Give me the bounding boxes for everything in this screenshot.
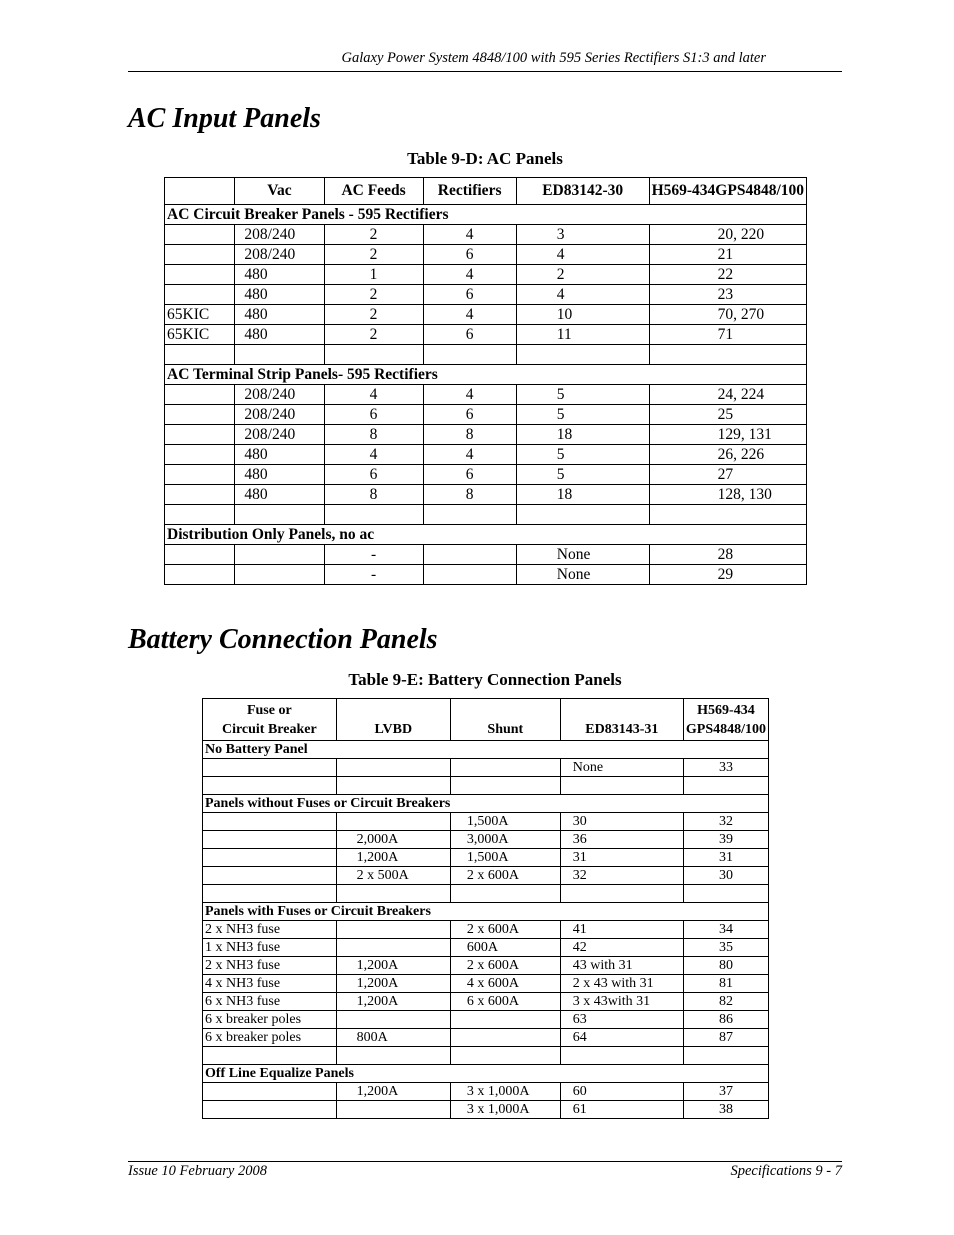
ac-cell: 23 — [649, 285, 806, 305]
battery-cell — [336, 921, 450, 939]
ac-group-heading-row — [165, 525, 807, 545]
ac-cell: 8 — [324, 485, 423, 505]
battery-cell: 6 x NH3 fuse — [203, 993, 337, 1011]
battery-group-heading: Panels without Fuses or Circuit Breakers — [203, 795, 769, 813]
battery-cell: 38 — [683, 1101, 768, 1119]
ac-cell: 4 — [423, 445, 516, 465]
battery-col-header-line1: Fuse or — [246, 703, 292, 718]
battery-cell — [560, 1047, 683, 1065]
table-row — [203, 957, 769, 975]
ac-cell — [516, 505, 649, 525]
footer-issue: Issue 10 February 2008 — [128, 1163, 267, 1179]
battery-cell — [450, 1029, 560, 1047]
table-row — [165, 465, 807, 485]
ac-cell: 22 — [649, 265, 806, 285]
ac-cell: 5 — [516, 405, 649, 425]
battery-cell — [336, 813, 450, 831]
battery-cell: 82 — [683, 993, 768, 1011]
ac-cell: 6 — [423, 285, 516, 305]
ac-cell: 8 — [423, 425, 516, 445]
battery-cell: 1,200A — [336, 993, 450, 1011]
battery-cell — [203, 849, 337, 867]
ac-cell — [235, 345, 324, 365]
battery-group-heading: Off Line Equalize Panels — [203, 1065, 769, 1083]
table-row — [165, 325, 807, 345]
ac-cell — [235, 505, 324, 525]
ac-cell: 2 — [516, 265, 649, 285]
battery-col-header-line2: ED83143-31 — [585, 722, 659, 737]
battery-cell — [450, 1011, 560, 1029]
battery-cell — [336, 777, 450, 795]
battery-cell — [450, 1047, 560, 1065]
ac-cell — [423, 545, 516, 565]
battery-col-header — [683, 699, 768, 741]
ac-cell — [324, 505, 423, 525]
ac-cell: 208/240 — [235, 425, 324, 445]
ac-cell: 4 — [516, 245, 649, 265]
ac-cell: 20, 220 — [649, 225, 806, 245]
ac-cell: 208/240 — [235, 225, 324, 245]
ac-group-heading-row — [165, 365, 807, 385]
battery-cell: None — [560, 759, 683, 777]
table-row — [165, 265, 807, 285]
battery-cell: 30 — [560, 813, 683, 831]
battery-cell — [203, 813, 337, 831]
battery-cell: 600A — [450, 939, 560, 957]
battery-cell: 32 — [683, 813, 768, 831]
table-row — [165, 545, 807, 565]
ac-cell: 480 — [235, 285, 324, 305]
battery-cell — [336, 885, 450, 903]
battery-group-heading-row — [203, 741, 769, 759]
table-row — [165, 385, 807, 405]
table-row — [165, 245, 807, 265]
ac-cell: 480 — [235, 305, 324, 325]
battery-cell: 6 x breaker poles — [203, 1011, 337, 1029]
ac-cell: 21 — [649, 245, 806, 265]
battery-cell — [203, 885, 337, 903]
ac-cell: 4 — [423, 305, 516, 325]
ac-cell: 11 — [516, 325, 649, 345]
ac-cell: 70, 270 — [649, 305, 806, 325]
battery-cell: 1,200A — [336, 975, 450, 993]
ac-table-caption: Table 9-D: AC Panels — [407, 149, 563, 168]
ac-cell: 480 — [235, 485, 324, 505]
ac-cell — [165, 345, 235, 365]
running-footer — [128, 1161, 842, 1180]
table-row — [165, 445, 807, 465]
ac-cell: 2 — [324, 245, 423, 265]
battery-group-heading: No Battery Panel — [203, 741, 769, 759]
ac-cell: 2 — [324, 325, 423, 345]
ac-group-heading: AC Circuit Breaker Panels - 595 Rectifiers — [165, 205, 807, 225]
table-row — [203, 1101, 769, 1119]
battery-table-caption: Table 9-E: Battery Connection Panels — [348, 670, 622, 689]
battery-cell: 1,200A — [336, 957, 450, 975]
ac-cell — [165, 285, 235, 305]
table-row — [203, 1011, 769, 1029]
battery-cell: 2 x 600A — [450, 867, 560, 885]
battery-cell — [336, 939, 450, 957]
battery-cell: 2,000A — [336, 831, 450, 849]
ac-cell: 480 — [235, 265, 324, 285]
ac-cell: 6 — [423, 325, 516, 345]
battery-cell: 36 — [560, 831, 683, 849]
battery-col-header — [336, 699, 450, 741]
ac-cell: 208/240 — [235, 385, 324, 405]
battery-col-header — [203, 699, 337, 741]
ac-cell: 2 — [324, 225, 423, 245]
battery-cell — [336, 759, 450, 777]
battery-cell: 1,500A — [450, 849, 560, 867]
battery-cell — [450, 885, 560, 903]
ac-cell: - — [324, 545, 423, 565]
battery-cell: 31 — [560, 849, 683, 867]
battery-col-header-line2: GPS4848/100 — [685, 722, 766, 737]
battery-section-title: Battery Connection Panels — [128, 624, 438, 655]
ac-cell — [649, 345, 806, 365]
table-row — [203, 975, 769, 993]
ac-cell: 10 — [516, 305, 649, 325]
battery-cell — [203, 1101, 337, 1119]
battery-cell: 6 x breaker poles — [203, 1029, 337, 1047]
ac-cell: 29 — [649, 565, 806, 585]
running-header — [128, 50, 842, 72]
battery-cell: 33 — [683, 759, 768, 777]
battery-cell: 30 — [683, 867, 768, 885]
ac-cell: 71 — [649, 325, 806, 345]
battery-cell: 81 — [683, 975, 768, 993]
battery-cell: 80 — [683, 957, 768, 975]
ac-cell — [423, 565, 516, 585]
ac-cell: 18 — [516, 485, 649, 505]
battery-cell — [560, 777, 683, 795]
ac-cell: 65KIC — [165, 305, 235, 325]
battery-cell: 86 — [683, 1011, 768, 1029]
table-row — [203, 831, 769, 849]
table-row — [203, 1047, 769, 1065]
ac-cell — [165, 405, 235, 425]
battery-cell: 31 — [683, 849, 768, 867]
battery-table-header-row — [203, 699, 769, 741]
battery-cell — [203, 867, 337, 885]
battery-cell: 2 x 600A — [450, 921, 560, 939]
ac-cell: 24, 224 — [649, 385, 806, 405]
battery-col-header-line2: LVBD — [374, 722, 413, 737]
ac-col-header: ED83142-30 — [516, 178, 649, 205]
table-row — [203, 939, 769, 957]
table-row — [165, 405, 807, 425]
battery-cell: 42 — [560, 939, 683, 957]
table-row — [165, 345, 807, 365]
battery-cell: 39 — [683, 831, 768, 849]
table-row — [203, 921, 769, 939]
table-row — [165, 225, 807, 245]
ac-cell — [165, 425, 235, 445]
ac-cell: 8 — [423, 485, 516, 505]
battery-cell: 60 — [560, 1083, 683, 1101]
ac-group-heading-row — [165, 205, 807, 225]
battery-col-header — [560, 699, 683, 741]
footer-page-number: Specifications 9 - 7 — [730, 1163, 842, 1179]
battery-cell: 37 — [683, 1083, 768, 1101]
ac-cell — [235, 545, 324, 565]
ac-cell: 480 — [235, 325, 324, 345]
table-row — [203, 867, 769, 885]
battery-cell: 61 — [560, 1101, 683, 1119]
ac-cell: 4 — [324, 385, 423, 405]
battery-col-header-line2: Circuit Breaker — [221, 722, 317, 737]
battery-cell: 63 — [560, 1011, 683, 1029]
ac-cell — [423, 345, 516, 365]
battery-cell — [450, 777, 560, 795]
battery-col-header-line1: H569-434 — [697, 703, 755, 718]
ac-cell: 6 — [324, 405, 423, 425]
battery-cell: 41 — [560, 921, 683, 939]
ac-cell: 6 — [423, 405, 516, 425]
ac-cell: 4 — [423, 385, 516, 405]
ac-cell: 208/240 — [235, 405, 324, 425]
ac-cell: 8 — [324, 425, 423, 445]
table-row — [203, 1029, 769, 1047]
table-row — [203, 849, 769, 867]
ac-cell — [165, 565, 235, 585]
ac-col-header — [165, 178, 235, 205]
battery-group-heading-row — [203, 1065, 769, 1083]
ac-cell: 4 — [423, 225, 516, 245]
ac-cell: 128, 130 — [649, 485, 806, 505]
ac-section-title: AC Input Panels — [128, 103, 321, 134]
table-row — [203, 759, 769, 777]
table-row — [203, 993, 769, 1011]
table-row — [165, 565, 807, 585]
ac-cell: 6 — [324, 465, 423, 485]
battery-col-header-line2: Shunt — [487, 722, 524, 737]
ac-cell — [165, 245, 235, 265]
battery-cell: 32 — [560, 867, 683, 885]
ac-col-header: H569-434GPS4848/100 — [649, 178, 806, 205]
battery-cell: 3 x 1,000A — [450, 1083, 560, 1101]
battery-cell: 6 x 600A — [450, 993, 560, 1011]
battery-cell — [683, 1047, 768, 1065]
battery-cell: 43 with 31 — [560, 957, 683, 975]
battery-cell: 1 x NH3 fuse — [203, 939, 337, 957]
ac-cell — [165, 545, 235, 565]
battery-cell: 1,200A — [336, 849, 450, 867]
ac-cell — [165, 385, 235, 405]
ac-cell — [165, 225, 235, 245]
ac-cell: 480 — [235, 445, 324, 465]
ac-cell: 3 — [516, 225, 649, 245]
battery-cell — [336, 1011, 450, 1029]
ac-cell — [423, 505, 516, 525]
ac-cell — [165, 265, 235, 285]
ac-cell: None — [516, 565, 649, 585]
ac-cell: None — [516, 545, 649, 565]
battery-cell — [450, 759, 560, 777]
ac-cell: 480 — [235, 465, 324, 485]
table-row — [203, 1083, 769, 1101]
table-row — [165, 505, 807, 525]
ac-cell — [165, 445, 235, 465]
battery-col-header — [450, 699, 560, 741]
ac-cell: 6 — [423, 465, 516, 485]
ac-cell — [516, 345, 649, 365]
table-row — [165, 305, 807, 325]
ac-col-header: AC Feeds — [324, 178, 423, 205]
battery-cell — [203, 831, 337, 849]
battery-cell: 34 — [683, 921, 768, 939]
battery-cell — [203, 777, 337, 795]
battery-cell: 3 x 1,000A — [450, 1101, 560, 1119]
battery-cell — [203, 1083, 337, 1101]
ac-table-header-row — [165, 178, 807, 205]
battery-group-heading-row — [203, 795, 769, 813]
table-row — [165, 485, 807, 505]
battery-cell: 2 x NH3 fuse — [203, 921, 337, 939]
table-row — [203, 885, 769, 903]
table-row — [203, 813, 769, 831]
table-row — [203, 777, 769, 795]
battery-cell: 64 — [560, 1029, 683, 1047]
battery-cell: 3,000A — [450, 831, 560, 849]
battery-cell — [560, 885, 683, 903]
battery-cell — [203, 759, 337, 777]
battery-cell: 1,500A — [450, 813, 560, 831]
ac-cell: 5 — [516, 385, 649, 405]
ac-group-heading: AC Terminal Strip Panels- 595 Rectifiers — [165, 365, 807, 385]
ac-panels-table — [164, 177, 807, 585]
running-header-title: Galaxy Power System 4848/100 with 595 Series Rectifiers S1:3 and later — [341, 50, 766, 66]
battery-cell: 4 x NH3 fuse — [203, 975, 337, 993]
ac-cell — [165, 485, 235, 505]
ac-cell: - — [324, 565, 423, 585]
ac-group-heading: Distribution Only Panels, no ac — [165, 525, 807, 545]
battery-cell: 87 — [683, 1029, 768, 1047]
battery-cell: 35 — [683, 939, 768, 957]
ac-cell — [649, 505, 806, 525]
ac-cell — [165, 465, 235, 485]
ac-cell — [165, 505, 235, 525]
ac-cell — [235, 565, 324, 585]
battery-cell: 2 x 43 with 31 — [560, 975, 683, 993]
ac-cell: 5 — [516, 465, 649, 485]
ac-cell — [324, 345, 423, 365]
ac-cell: 27 — [649, 465, 806, 485]
ac-cell: 129, 131 — [649, 425, 806, 445]
battery-group-heading: Panels with Fuses or Circuit Breakers — [203, 903, 769, 921]
ac-cell: 2 — [324, 285, 423, 305]
battery-cell: 2 x 500A — [336, 867, 450, 885]
ac-cell: 26, 226 — [649, 445, 806, 465]
ac-cell: 5 — [516, 445, 649, 465]
table-row — [165, 425, 807, 445]
battery-cell — [336, 1101, 450, 1119]
battery-cell — [683, 885, 768, 903]
ac-cell: 28 — [649, 545, 806, 565]
ac-cell: 4 — [324, 445, 423, 465]
ac-cell: 65KIC — [165, 325, 235, 345]
ac-cell: 2 — [324, 305, 423, 325]
ac-cell: 18 — [516, 425, 649, 445]
ac-cell: 4 — [423, 265, 516, 285]
battery-cell: 2 x 600A — [450, 957, 560, 975]
battery-cell: 4 x 600A — [450, 975, 560, 993]
battery-cell — [336, 1047, 450, 1065]
battery-cell: 800A — [336, 1029, 450, 1047]
ac-col-header: Rectifiers — [423, 178, 516, 205]
ac-cell: 4 — [516, 285, 649, 305]
battery-cell — [683, 777, 768, 795]
battery-panels-table — [202, 698, 769, 1119]
battery-cell: 2 x NH3 fuse — [203, 957, 337, 975]
battery-cell — [203, 1047, 337, 1065]
ac-cell: 6 — [423, 245, 516, 265]
battery-cell: 1,200A — [336, 1083, 450, 1101]
ac-cell: 25 — [649, 405, 806, 425]
battery-cell: 3 x 43with 31 — [560, 993, 683, 1011]
battery-group-heading-row — [203, 903, 769, 921]
ac-cell: 208/240 — [235, 245, 324, 265]
ac-col-header: Vac — [235, 178, 324, 205]
table-row — [165, 285, 807, 305]
ac-cell: 1 — [324, 265, 423, 285]
